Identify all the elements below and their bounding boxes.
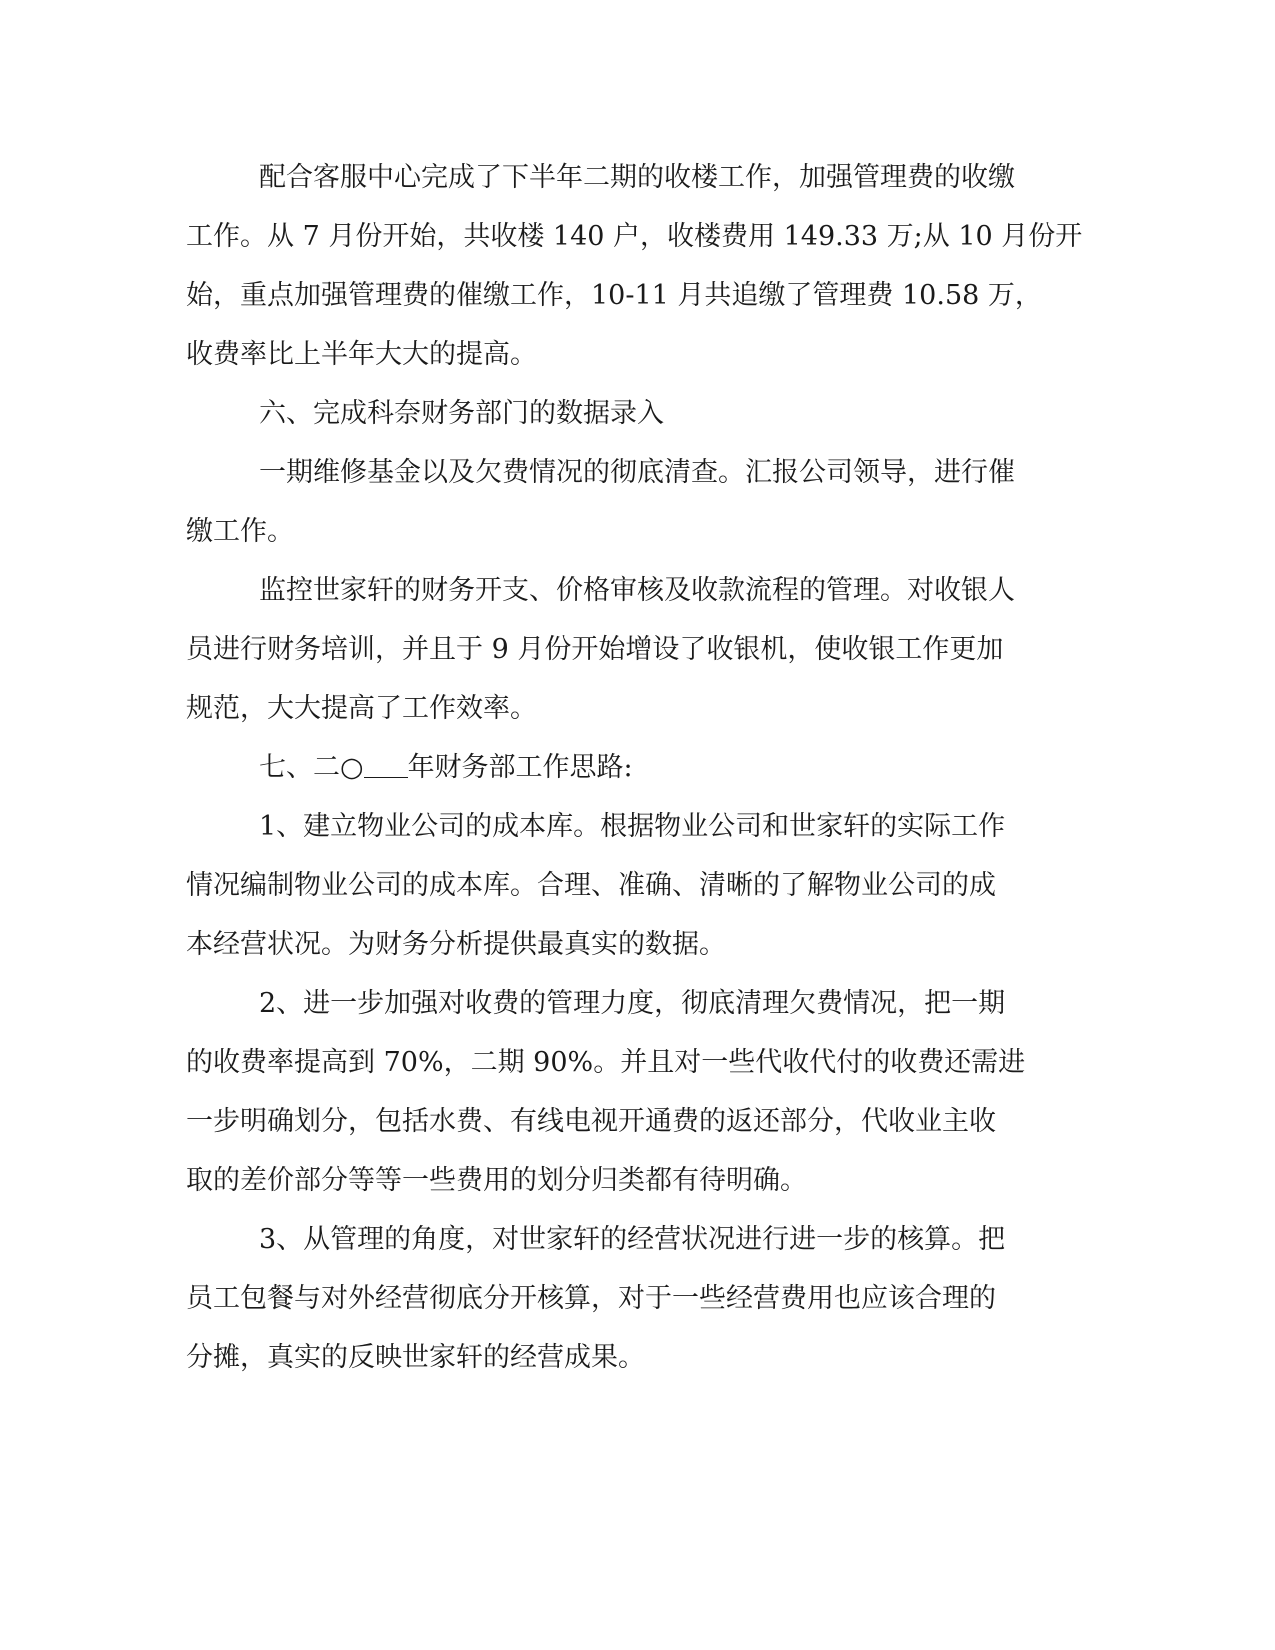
- paragraph-line: 1、建立物业公司的成本库。根据物业公司和世家轩的实际工作: [259, 811, 1006, 842]
- paragraph-line: 3、从管理的角度，对世家轩的经营状况进行进一步的核算。把: [259, 1224, 1006, 1255]
- paragraph-line: 配合客服中心完成了下半年二期的收楼工作，加强管理费的收缴: [259, 162, 1015, 193]
- paragraph-line: 收费率比上半年大大的提高。: [186, 339, 537, 370]
- paragraph-line: 2、进一步加强对收费的管理力度，彻底清理欠费情况，把一期: [259, 988, 1006, 1019]
- paragraph-line: 取的差价部分等等一些费用的划分归类都有待明确。: [186, 1165, 807, 1196]
- blank-underline: [364, 749, 408, 778]
- section-heading: [259, 748, 633, 788]
- paragraph-line: 的收费率提高到 70%，二期 90%。并且对一些代收代付的收费还需进: [186, 1047, 1026, 1078]
- section-heading: 六、完成科奈财务部门的数据录入: [259, 398, 664, 429]
- paragraph-line: 分摊，真实的反映世家轩的经营成果。: [186, 1342, 645, 1373]
- paragraph-line: 一期维修基金以及欠费情况的彻底清查。汇报公司领导，进行催: [259, 457, 1015, 488]
- paragraph-line: 规范，大大提高了工作效率。: [186, 693, 537, 724]
- paragraph-line: 本经营状况。为财务分析提供最真实的数据。: [186, 929, 726, 960]
- paragraph-line: 员进行财务培训，并且于 9 月份开始增设了收银机，使收银工作更加: [186, 634, 1004, 665]
- paragraph-line: 缴工作。: [186, 516, 294, 547]
- paragraph-line: 一步明确划分，包括水费、有线电视开通费的返还部分，代收业主收: [186, 1106, 996, 1137]
- paragraph-line: 工作。从 7 月份开始，共收楼 140 户，收楼费用 149.33 万;从 10 月份开: [186, 221, 1083, 252]
- paragraph-line: 员工包餐与对外经营彻底分开核算，对于一些经营费用也应该合理的: [186, 1283, 996, 1314]
- paragraph-line: 始，重点加强管理费的催缴工作，10-11 月共追缴了管理费 10.58 万，: [186, 280, 1042, 311]
- heading-suffix: 年财务部工作思路:: [407, 752, 633, 783]
- paragraph-line: 情况编制物业公司的成本库。合理、准确、清晰的了解物业公司的成: [186, 870, 996, 901]
- heading-prefix: 七、二○: [259, 752, 364, 783]
- paragraph-line: 监控世家轩的财务开支、价格审核及收款流程的管理。对收银人: [259, 575, 1015, 606]
